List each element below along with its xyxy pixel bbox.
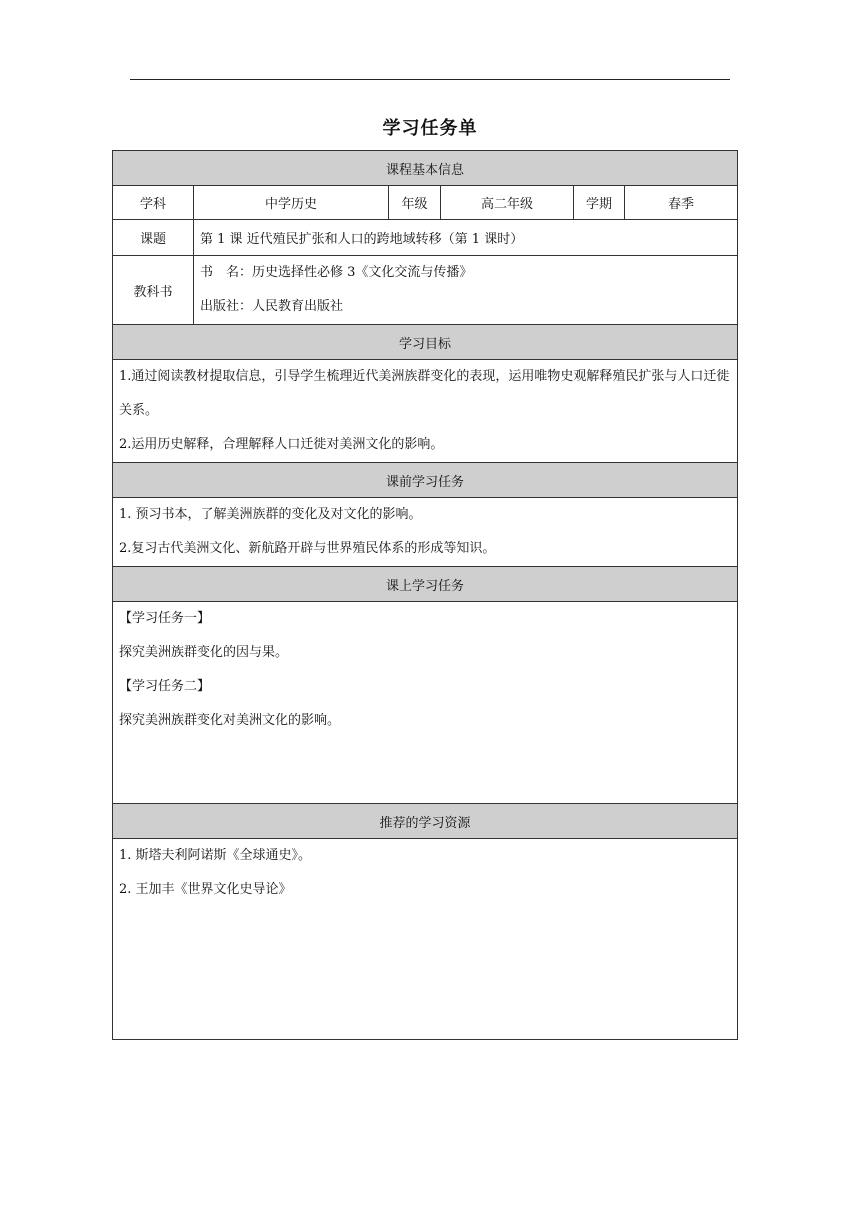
goal-item: 1.通过阅读教材提取信息，引导学生梳理近代美洲族群变化的表现，运用唯物史观解释殖民扩张与人口迁徙关系。	[119, 369, 730, 418]
in-class-row	[113, 602, 738, 804]
grade-value: 高二年级	[441, 186, 574, 220]
section-header-in-class	[113, 567, 738, 602]
textbook-label: 教科书	[113, 256, 194, 325]
pre-task-item: 2.复习古代美洲文化、新航路开辟与世界殖民体系的形成等知识。	[119, 541, 496, 556]
info-row	[113, 186, 738, 220]
header-rule	[130, 79, 730, 80]
topic-value: 第 1 课 近代殖民扩张和人口的跨地域转移（第 1 课时）	[194, 220, 738, 256]
term-value: 春季	[625, 186, 738, 220]
resource-item: 1. 斯塔夫利阿诺斯《全球通史》。	[119, 848, 312, 863]
topic-label: 课题	[113, 220, 194, 256]
task-sheet-table	[112, 150, 738, 1040]
section-header-goals	[113, 325, 738, 360]
section-title: 课程基本信息	[113, 151, 738, 186]
task-heading: 【学习任务二】	[119, 679, 211, 694]
topic-row	[113, 220, 738, 256]
textbook-row	[113, 256, 738, 325]
subject-label: 学科	[113, 186, 194, 220]
section-title: 课前学习任务	[113, 463, 738, 498]
grade-label: 年级	[389, 186, 441, 220]
task-description: 探究美洲族群变化的因与果。	[119, 645, 289, 660]
resources-row	[113, 839, 738, 1040]
pre-task-item: 1. 预习书本，了解美洲族群的变化及对文化的影响。	[119, 507, 422, 522]
section-header-basic-info	[113, 151, 738, 186]
subject-value: 中学历史	[194, 186, 389, 220]
task-heading: 【学习任务一】	[119, 611, 211, 626]
textbook-publisher: 出版社：人民教育出版社	[200, 299, 344, 314]
goals-row	[113, 360, 738, 463]
section-title: 推荐的学习资源	[113, 804, 738, 839]
section-header-resources	[113, 804, 738, 839]
section-header-pre-tasks	[113, 463, 738, 498]
document-title: 学习任务单	[382, 118, 478, 139]
task-description: 探究美洲族群变化对美洲文化的影响。	[119, 713, 341, 728]
textbook-name: 书 名：历史选择性必修 3《文化交流与传播》	[200, 265, 473, 280]
pre-tasks-row	[113, 498, 738, 567]
term-label: 学期	[574, 186, 625, 220]
section-title: 学习目标	[113, 325, 738, 360]
resource-item: 2. 王加丰《世界文化史导论》	[119, 882, 292, 897]
section-title: 课上学习任务	[113, 567, 738, 602]
goal-item: 2.运用历史解释，合理解释人口迁徙对美洲文化的影响。	[119, 437, 444, 452]
